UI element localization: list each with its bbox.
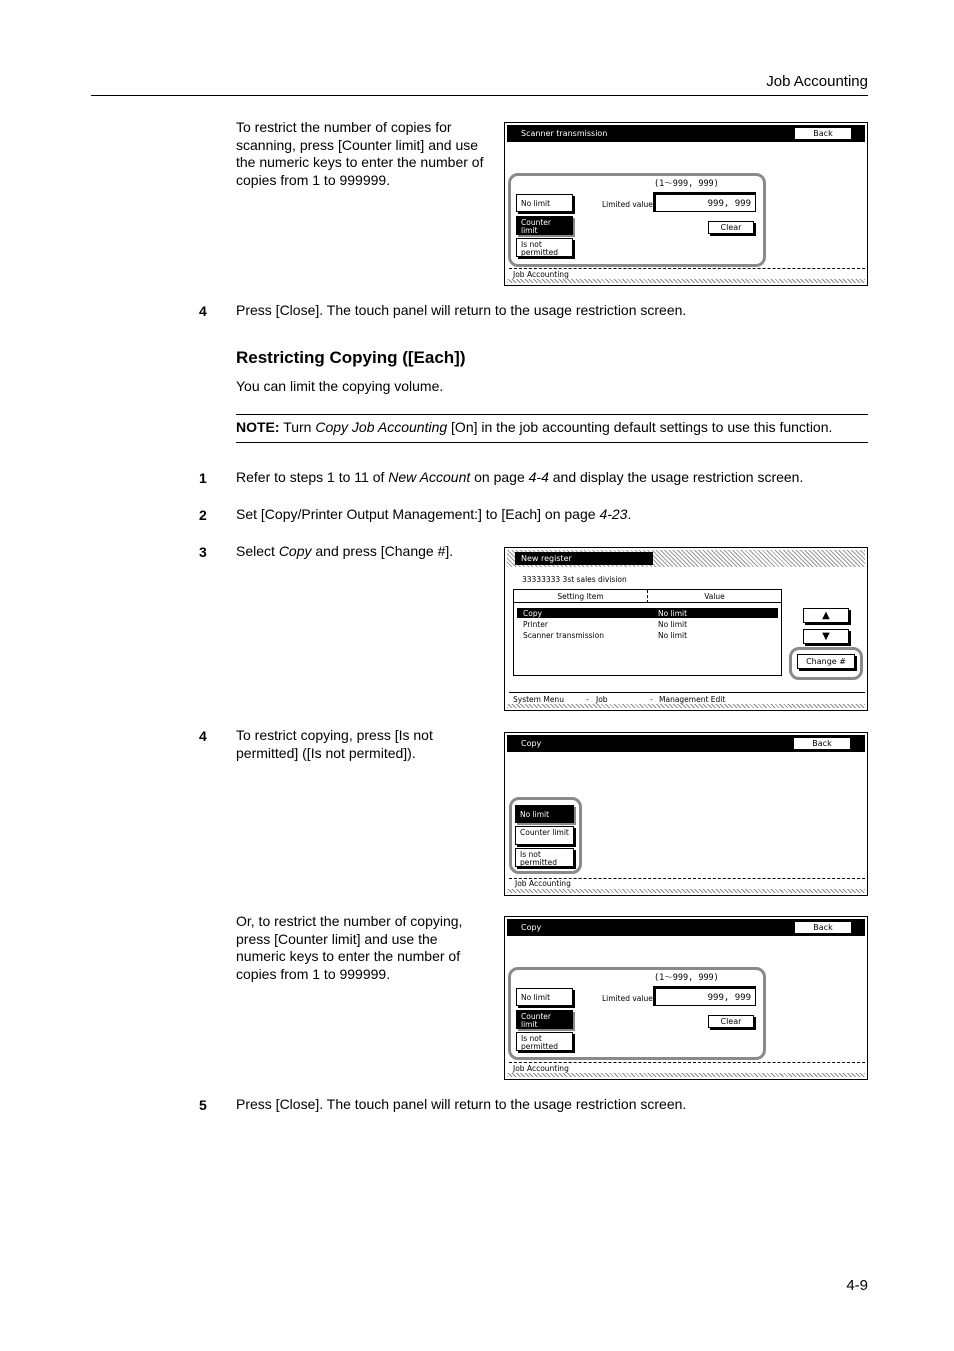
footer-divider — [509, 268, 865, 269]
limited-value-label: Limited value — [602, 994, 653, 1003]
clear-button[interactable]: Clear — [708, 221, 754, 234]
counter-limit-button[interactable]: Counter limit — [515, 826, 574, 845]
note-emphasis: Copy Job Accounting — [315, 419, 448, 435]
screen-title: New register — [515, 552, 653, 565]
step-text — [236, 543, 486, 561]
footer-hatch — [507, 889, 865, 893]
limited-value-label: Limited value — [602, 200, 653, 209]
footer-hatch — [507, 1073, 865, 1077]
back-button[interactable]: Back — [794, 127, 852, 140]
step-text-part: . — [627, 506, 632, 522]
step-text: Press [Close]. The touch panel will return to the usage restriction screen. — [236, 302, 687, 318]
step-number: 4 — [199, 303, 207, 319]
breadcrumb-job: Job — [596, 695, 608, 704]
row-value: No limit — [658, 631, 688, 640]
note — [236, 419, 868, 437]
intro-paragraph: To restrict the number of copies for scanning, press [Counter limit] and use the numeric keys to enter the number of copies from 1 to 999999. — [236, 119, 484, 189]
table-row[interactable] — [517, 608, 778, 618]
screen-scanner-transmission — [504, 122, 868, 286]
screen-new-register — [504, 547, 868, 711]
step-text-part: and display the usage restriction screen. — [548, 469, 804, 485]
screen-titlebar — [507, 550, 865, 567]
step-number: 5 — [199, 1097, 207, 1113]
header-rule — [91, 95, 868, 96]
scroll-down-button[interactable] — [803, 629, 849, 644]
step-number: 2 — [199, 507, 207, 523]
counter-limit-button[interactable]: Counter limit — [516, 216, 573, 235]
row-item: Printer — [523, 620, 548, 629]
step-number: 3 — [199, 544, 207, 560]
step-text: To restrict copying, press [Is not permitted] ([Is not permited]). — [236, 727, 433, 761]
no-limit-button[interactable]: No limit — [516, 194, 573, 212]
settings-table — [513, 589, 782, 676]
step-emphasis: Copy — [278, 543, 312, 559]
note-rule-top — [236, 414, 868, 415]
section-intro: You can limit the copying volume. — [236, 378, 444, 394]
arrow-down-icon: ▼ — [822, 631, 830, 642]
col-header-setting: Setting Item — [514, 590, 648, 603]
footer-breadcrumb: Job Accounting — [513, 1064, 569, 1073]
footer-breadcrumb: Job Accounting — [515, 879, 571, 888]
footer-hatch — [507, 279, 865, 283]
col-header-value: Value — [648, 590, 781, 603]
running-header: Job Accounting — [766, 73, 868, 90]
scroll-up-button[interactable] — [803, 608, 849, 623]
counter-limit-button[interactable]: Counter limit — [516, 1010, 573, 1029]
step-page-ref: 4-4 — [528, 469, 549, 485]
note-label: NOTE: — [236, 419, 280, 435]
footer-hatch — [507, 704, 865, 708]
row-item: Copy — [523, 609, 543, 618]
not-permitted-button[interactable]: Is not permitted — [516, 1032, 573, 1051]
account-info: 33333333 3st sales division — [522, 575, 627, 584]
arrow-up-icon: ▲ — [822, 610, 830, 621]
no-limit-button[interactable]: No limit — [515, 805, 574, 823]
step-text-part: on page — [470, 469, 529, 485]
table-row[interactable] — [517, 630, 778, 640]
note-rule-bottom — [236, 442, 868, 443]
alternative-paragraph: Or, to restrict the number of copying, press [Counter limit] and use the numeric keys to enter the number of copies from 1 to 999999. — [236, 913, 463, 983]
not-permitted-button[interactable]: Is not permitted — [515, 848, 574, 867]
screen-titlebar — [507, 919, 865, 936]
screen-title: Copy — [521, 739, 542, 748]
breadcrumb-system-menu: System Menu — [513, 695, 564, 704]
range-text: (1〜999, 999) — [654, 179, 719, 189]
back-button[interactable]: Back — [794, 921, 852, 934]
breadcrumb-management-edit: Management Edit — [659, 695, 726, 704]
not-permitted-button[interactable]: Is not permitted — [516, 238, 573, 257]
note-text-pre: Turn — [279, 419, 316, 435]
step-text — [236, 469, 868, 487]
clear-button[interactable]: Clear — [708, 1015, 754, 1028]
screen-copy-options — [504, 732, 868, 896]
screen-title: Scanner transmission — [521, 129, 608, 138]
breadcrumb-separator: - — [586, 695, 589, 704]
step-text-part: Set [Copy/Printer Output Management:] to [Each] on page — [236, 506, 600, 522]
page-number: 4-9 — [846, 1277, 868, 1294]
range-text: (1〜999, 999) — [654, 973, 719, 983]
step-number: 1 — [199, 470, 207, 486]
step-text-part: and press [Change #]. — [311, 543, 454, 559]
step-text-part: Refer to steps 1 to 11 of — [236, 469, 389, 485]
step-text-part: Select — [236, 543, 279, 559]
footer-breadcrumb: Job Accounting — [513, 270, 569, 279]
screen-titlebar — [507, 735, 865, 752]
screen-copy-counter-limit — [504, 916, 868, 1080]
step-number: 4 — [199, 728, 207, 744]
footer-divider — [509, 692, 865, 693]
row-value: No limit — [658, 620, 688, 629]
step-page-ref: 4-23 — [599, 506, 628, 522]
no-limit-button[interactable]: No limit — [516, 988, 573, 1006]
table-row[interactable] — [517, 619, 778, 629]
back-button[interactable]: Back — [793, 737, 851, 750]
change-number-button[interactable]: Change # — [797, 654, 855, 669]
row-value: No limit — [658, 609, 688, 618]
limited-value-field[interactable]: 999, 999 — [653, 192, 756, 212]
limited-value-field[interactable]: 999, 999 — [653, 986, 756, 1006]
step-text: Press [Close]. The touch panel will return to the usage restriction screen. — [236, 1096, 687, 1112]
screen-title: Copy — [521, 923, 542, 932]
screen-titlebar — [507, 125, 865, 142]
breadcrumb-separator: - — [650, 695, 653, 704]
footer-divider — [509, 1062, 865, 1063]
step-link-text: New Account — [388, 469, 471, 485]
section-heading: Restricting Copying ([Each]) — [236, 348, 466, 367]
note-text-post: [On] in the job accounting default settings to use this function. — [447, 419, 833, 435]
row-item: Scanner transmission — [523, 631, 604, 640]
step-text — [236, 506, 868, 524]
